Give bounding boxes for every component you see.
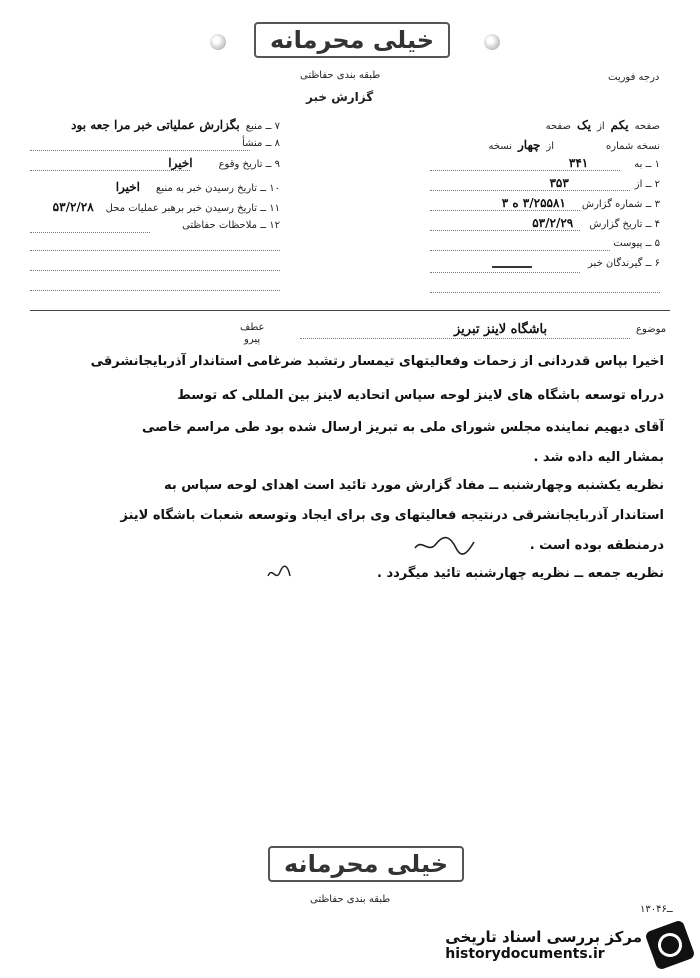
received-ops-label: ۱۱ ــ تاریخ رسیدن خبر برهبر عملیات محل bbox=[105, 203, 280, 214]
body-line-3: آقای دیهیم نماینده مجلس شورای ملی به تبریز ارسال شده بود طی مراسم خاصی bbox=[142, 420, 664, 435]
notes-field bbox=[182, 220, 280, 231]
report-date-label: ۴ ــ تاریخ گزارش bbox=[589, 219, 660, 230]
date-label: ۹ ــ تاریخ وقوع bbox=[218, 159, 280, 170]
punch-hole-right bbox=[484, 34, 500, 50]
body-line-1: اخیرا بپاس قدردانی از زحمات وفعالیتهای تیمسار رتشبد ضرغامی استاندار آذربایجانشرقی bbox=[90, 354, 664, 369]
notes-label: ۱۲ ــ ملاحظات حفاظتی bbox=[182, 220, 280, 231]
origin-field bbox=[242, 138, 280, 149]
watermark-logo-icon bbox=[644, 919, 695, 970]
body-line-5: نظریه یکشنبه وچهارشنبه ــ مفاد گزارش مورد تائید است اهدای لوحه سپاس به bbox=[163, 478, 664, 493]
page-value: یکم bbox=[610, 118, 629, 132]
report-title: گزارش خبر bbox=[306, 90, 374, 104]
copy-total: چهار bbox=[518, 138, 541, 152]
recipients-field bbox=[588, 258, 660, 269]
report-no-value: ۳/۲۵۵۸۱ ه ۳ bbox=[501, 196, 566, 210]
from-field bbox=[549, 176, 660, 190]
body-line-7: درمنطقه بوده است . bbox=[529, 538, 664, 553]
from-value: ۳۵۳ bbox=[549, 176, 569, 190]
report-no-label: ۳ ــ شماره گزارش bbox=[581, 199, 660, 210]
date-value: اخیرا bbox=[168, 156, 193, 170]
initials-scribble bbox=[264, 562, 294, 584]
copy-label: نسخه شماره bbox=[606, 141, 660, 152]
subject-label: موضوع bbox=[636, 324, 667, 335]
page-of-label: از bbox=[597, 121, 605, 132]
reference-sub: پیرو bbox=[244, 334, 261, 345]
attach-label: ۵ ــ پیوست bbox=[613, 238, 660, 249]
signature-scribble bbox=[410, 530, 480, 560]
page-total: یک bbox=[576, 118, 592, 132]
page-field bbox=[420, 118, 660, 132]
report-date-field bbox=[532, 216, 660, 230]
received-source-value: اخیرا bbox=[115, 180, 141, 194]
subject-value: باشگاه لاینز تبریز bbox=[454, 322, 548, 337]
to-value: ۳۴۱ bbox=[568, 156, 589, 170]
body-line-6: استاندار آذربایجانشرقی درنتیجه فعالیتهای وی برای ایجاد وتوسعه شعبات باشگاه لاینز bbox=[120, 508, 664, 523]
watermark-url: historydocuments.ir bbox=[445, 946, 605, 962]
origin-label: ۸ ــ منشأ bbox=[242, 138, 280, 149]
attach-field bbox=[613, 238, 660, 249]
to-label: ۱ ــ به bbox=[634, 159, 660, 170]
page-word: صفحه bbox=[545, 121, 571, 132]
received-source-label: ۱۰ ــ تاریخ رسیدن خبر به منبع bbox=[156, 183, 280, 194]
source-value: بگزارش عملیاتی خبر مرا جعه بود bbox=[71, 118, 240, 132]
date-field bbox=[168, 156, 280, 170]
footer-classification-stamp: خیلی محرمانه bbox=[268, 846, 464, 882]
body-line-8: نظریه جمعه ــ نظریه چهارشنبه تائید میگردد . bbox=[376, 566, 664, 581]
watermark-title: مرکز بررسی اسناد تاریخی bbox=[445, 928, 642, 946]
recipients-label: ۶ ــ گیرندگان خبر bbox=[588, 258, 660, 269]
body-line-4: بمشار الیه داده شد . bbox=[533, 450, 664, 465]
page-code: ۱۳۰ــ۴۶ bbox=[640, 904, 673, 915]
received-ops-value: ۵۳/۲/۲۸ bbox=[52, 200, 94, 214]
copy-word: نسخه bbox=[488, 141, 512, 152]
report-date-value: ۵۳/۲/۲۹ bbox=[532, 216, 574, 230]
page-label: صفحه bbox=[634, 121, 660, 132]
source-field bbox=[10, 118, 280, 132]
report-no-field bbox=[502, 196, 660, 210]
to-field bbox=[569, 156, 660, 170]
received-source-field bbox=[116, 180, 280, 194]
reference-label: عطف bbox=[240, 322, 265, 333]
copy-field bbox=[420, 138, 660, 152]
from-label: ۲ ــ از bbox=[634, 179, 660, 190]
classification-sub: طبقه بندی حفاظتی bbox=[300, 70, 381, 81]
footer-classification-sub: طبقه بندی حفاظتی bbox=[310, 894, 391, 905]
watermark bbox=[420, 918, 690, 972]
header-separator bbox=[30, 310, 670, 311]
classification-stamp: خیلی محرمانه bbox=[254, 22, 450, 58]
punch-hole-left bbox=[210, 34, 226, 50]
priority-label: درجه فوریت bbox=[608, 72, 660, 83]
received-ops-field bbox=[53, 200, 280, 214]
body-line-2: درراه توسعه باشگاه های لاینز لوحه سپاس اتحادیه لاینز بین المللی که توسط bbox=[177, 388, 664, 403]
copy-of-label: از bbox=[546, 141, 555, 152]
source-label: ۷ ــ منبع bbox=[245, 121, 280, 132]
